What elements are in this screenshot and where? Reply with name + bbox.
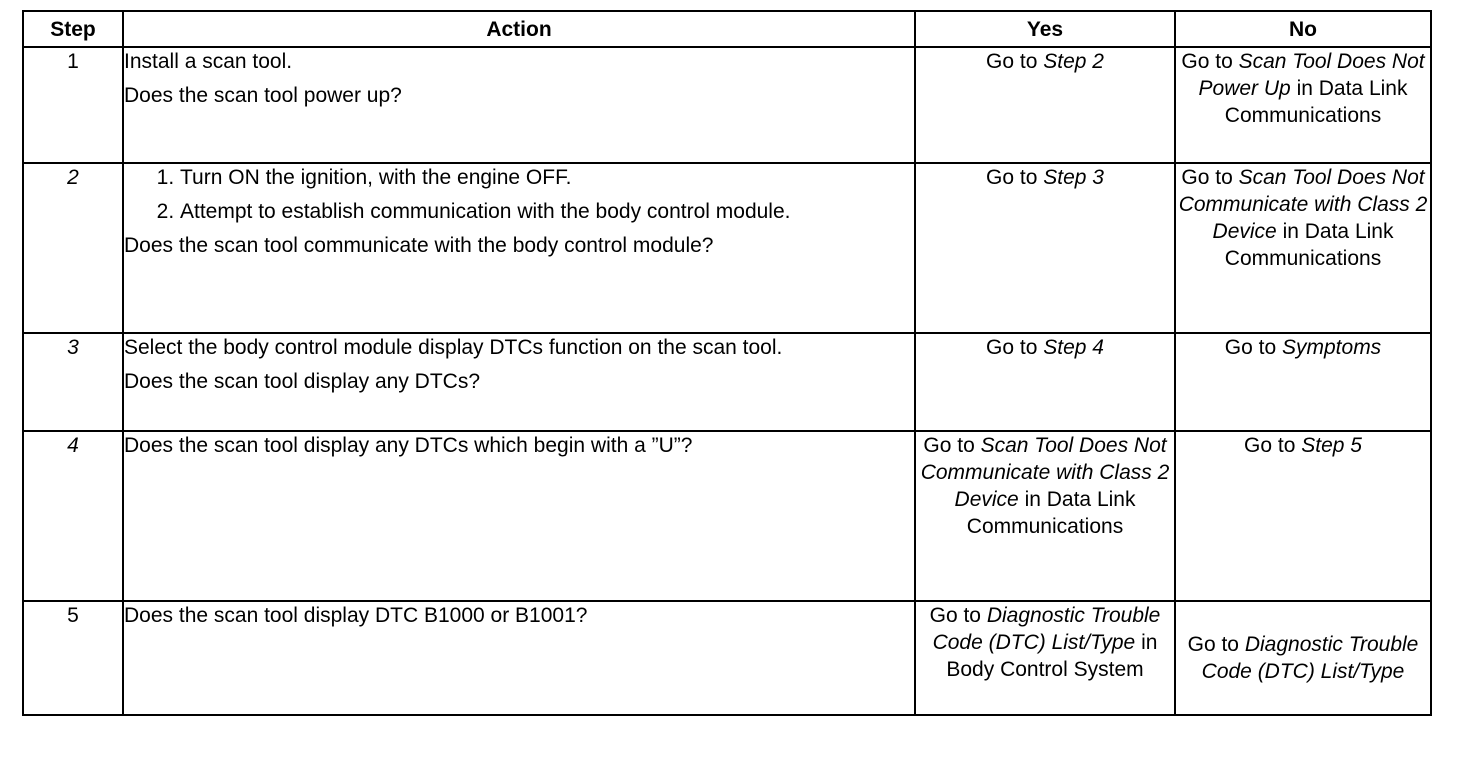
action-step-item: 1. Turn ON the ignition, with the engine OFF. xyxy=(180,164,914,191)
action-question: Does the scan tool display any DTCs which begin with a ”U”? xyxy=(124,434,693,457)
action-text: Install a scan tool. xyxy=(124,50,293,73)
table-row xyxy=(23,47,1431,163)
no-cell xyxy=(1175,601,1431,715)
table-row xyxy=(23,163,1431,333)
yes-link[interactable]: Step 2 xyxy=(1043,50,1104,73)
header-action: Action xyxy=(123,11,915,47)
yes-link[interactable]: Step 4 xyxy=(1043,336,1104,359)
yes-cell xyxy=(915,431,1175,601)
yes-prefix: Go to xyxy=(986,336,1044,359)
no-cell xyxy=(1175,47,1431,163)
step-number: 1 xyxy=(23,47,123,163)
yes-prefix: Go to xyxy=(923,434,981,457)
no-cell xyxy=(1175,163,1431,333)
table-row xyxy=(23,431,1431,601)
no-link[interactable]: Scan Tool Does Not Power Up xyxy=(1198,50,1425,100)
yes-link[interactable]: Step 3 xyxy=(1043,166,1104,189)
no-suffix: in Data Link Communications xyxy=(1224,77,1408,127)
action-step-item: 2. Attempt to establish communication with the body control module. xyxy=(180,198,914,225)
yes-cell xyxy=(915,333,1175,431)
no-prefix: Go to xyxy=(1181,166,1239,189)
no-link[interactable]: Scan Tool Does Not Communicate with Class 2 Device xyxy=(1178,166,1428,243)
no-prefix: Go to xyxy=(1187,633,1245,656)
header-step: Step xyxy=(23,11,123,47)
action-cell xyxy=(123,601,915,715)
step-number: 4 xyxy=(23,431,123,601)
action-question: Does the scan tool power up? xyxy=(124,84,402,107)
step-number: 5 xyxy=(23,601,123,715)
no-suffix: in Data Link Communications xyxy=(1224,220,1394,270)
yes-suffix: in Data Link Communications xyxy=(966,488,1136,538)
yes-suffix: in Body Control System xyxy=(946,631,1158,681)
no-cell xyxy=(1175,333,1431,431)
yes-cell xyxy=(915,163,1175,333)
no-prefix: Go to xyxy=(1244,434,1302,457)
no-link[interactable]: Diagnostic Trouble Code (DTC) List/Type xyxy=(1201,633,1419,683)
action-cell xyxy=(123,163,915,333)
action-cell xyxy=(123,431,915,601)
yes-link[interactable]: Diagnostic Trouble Code (DTC) List/Type xyxy=(932,604,1161,654)
no-cell xyxy=(1175,431,1431,601)
yes-link[interactable]: Scan Tool Does Not Communicate with Class 2 Device xyxy=(920,434,1170,511)
no-link[interactable]: Step 5 xyxy=(1301,434,1362,457)
action-cell xyxy=(123,47,915,163)
yes-cell xyxy=(915,47,1175,163)
table-row xyxy=(23,333,1431,431)
no-prefix: Go to xyxy=(1181,50,1239,73)
no-link[interactable]: Symptoms xyxy=(1282,336,1382,359)
table-row xyxy=(23,601,1431,715)
diagnostic-table xyxy=(22,10,1432,716)
yes-prefix: Go to xyxy=(986,50,1044,73)
step-number: 3 xyxy=(23,333,123,431)
action-question: Does the scan tool display DTC B1000 or B1001? xyxy=(124,604,588,627)
action-question: Does the scan tool communicate with the body control module? xyxy=(124,234,714,257)
action-cell xyxy=(123,333,915,431)
header-no: No xyxy=(1175,11,1431,47)
action-question: Does the scan tool display any DTCs? xyxy=(124,370,481,393)
no-prefix: Go to xyxy=(1224,336,1282,359)
header-yes: Yes xyxy=(915,11,1175,47)
step-number: 2 xyxy=(23,163,123,333)
yes-prefix: Go to xyxy=(929,604,987,627)
action-steps-list xyxy=(124,164,914,225)
action-text: Select the body control module display DTCs function on the scan tool. xyxy=(124,336,783,359)
yes-cell xyxy=(915,601,1175,715)
yes-prefix: Go to xyxy=(986,166,1044,189)
header-row xyxy=(23,11,1431,47)
